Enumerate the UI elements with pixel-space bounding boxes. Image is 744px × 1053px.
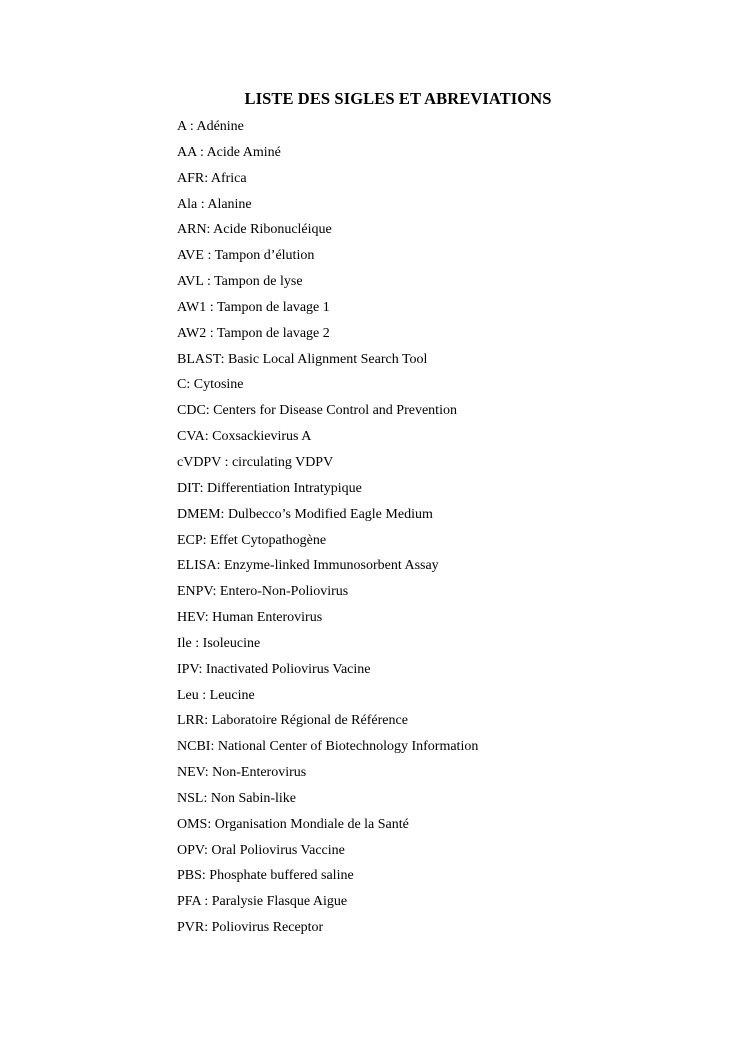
abbreviation-entry: PBS: Phosphate buffered saline xyxy=(177,868,354,884)
abbreviation-entry: ECP: Effet Cytopathogène xyxy=(177,532,327,548)
abbreviation-entry: AA : Acide Aminé xyxy=(177,144,281,160)
abbreviation-entry: OMS: Organisation Mondiale de la Santé xyxy=(177,816,409,832)
abbreviation-entry: OPV: Oral Poliovirus Vaccine xyxy=(177,842,345,858)
abbreviation-entry: PVR: Poliovirus Receptor xyxy=(177,920,324,936)
abbreviation-entry: CVA: Coxsackievirus A xyxy=(177,429,312,445)
abbreviation-entry: NEV: Non-Enterovirus xyxy=(177,765,307,781)
abbreviation-entry: ENPV: Entero-Non-Poliovirus xyxy=(177,584,349,600)
abbreviation-entry: AW1 : Tampon de lavage 1 xyxy=(177,299,330,315)
abbreviation-entry: C: Cytosine xyxy=(177,377,244,393)
page-title: LISTE DES SIGLES ET ABREVIATIONS xyxy=(244,89,552,108)
abbreviation-entry: Leu : Leucine xyxy=(177,687,255,703)
abbreviation-entry: BLAST: Basic Local Alignment Search Tool xyxy=(177,351,428,367)
abbreviation-entry: IPV: Inactivated Poliovirus Vacine xyxy=(177,661,371,677)
abbreviation-entry: CDC: Centers for Disease Control and Prevention xyxy=(177,403,457,419)
abbreviation-entry: A : Adénine xyxy=(177,119,244,134)
abbreviation-entry: HEV: Human Enterovirus xyxy=(177,610,323,626)
abbreviation-entry: NSL: Non Sabin-like xyxy=(177,790,296,806)
abbreviation-entry: AVE : Tampon d’élution xyxy=(177,248,315,264)
abbreviation-entry: ELISA: Enzyme-linked Immunosorbent Assay xyxy=(177,558,439,574)
abbreviation-entry: AW2 : Tampon de lavage 2 xyxy=(177,325,330,341)
abbreviation-entry: AFR: Africa xyxy=(177,170,247,186)
abbreviation-entry: Ala : Alanine xyxy=(177,196,252,212)
abbreviation-entry: LRR: Laboratoire Régional de Référence xyxy=(177,713,408,729)
abbreviation-entry: cVDPV : circulating VDPV xyxy=(177,454,334,470)
abbreviation-list xyxy=(177,118,478,945)
abbreviation-entry: AVL : Tampon de lyse xyxy=(177,274,303,290)
abbreviation-entry: NCBI: National Center of Biotechnology Information xyxy=(177,739,479,755)
abbreviation-entry: DIT: Differentiation Intratypique xyxy=(177,480,362,496)
abbreviation-entry: PFA : Paralysie Flasque Aigue xyxy=(177,894,348,910)
abbreviation-entry: ARN: Acide Ribonucléique xyxy=(177,222,332,238)
abbreviation-entry: DMEM: Dulbecco’s Modified Eagle Medium xyxy=(177,506,433,522)
abbreviation-entry: Ile : Isoleucine xyxy=(177,635,261,651)
